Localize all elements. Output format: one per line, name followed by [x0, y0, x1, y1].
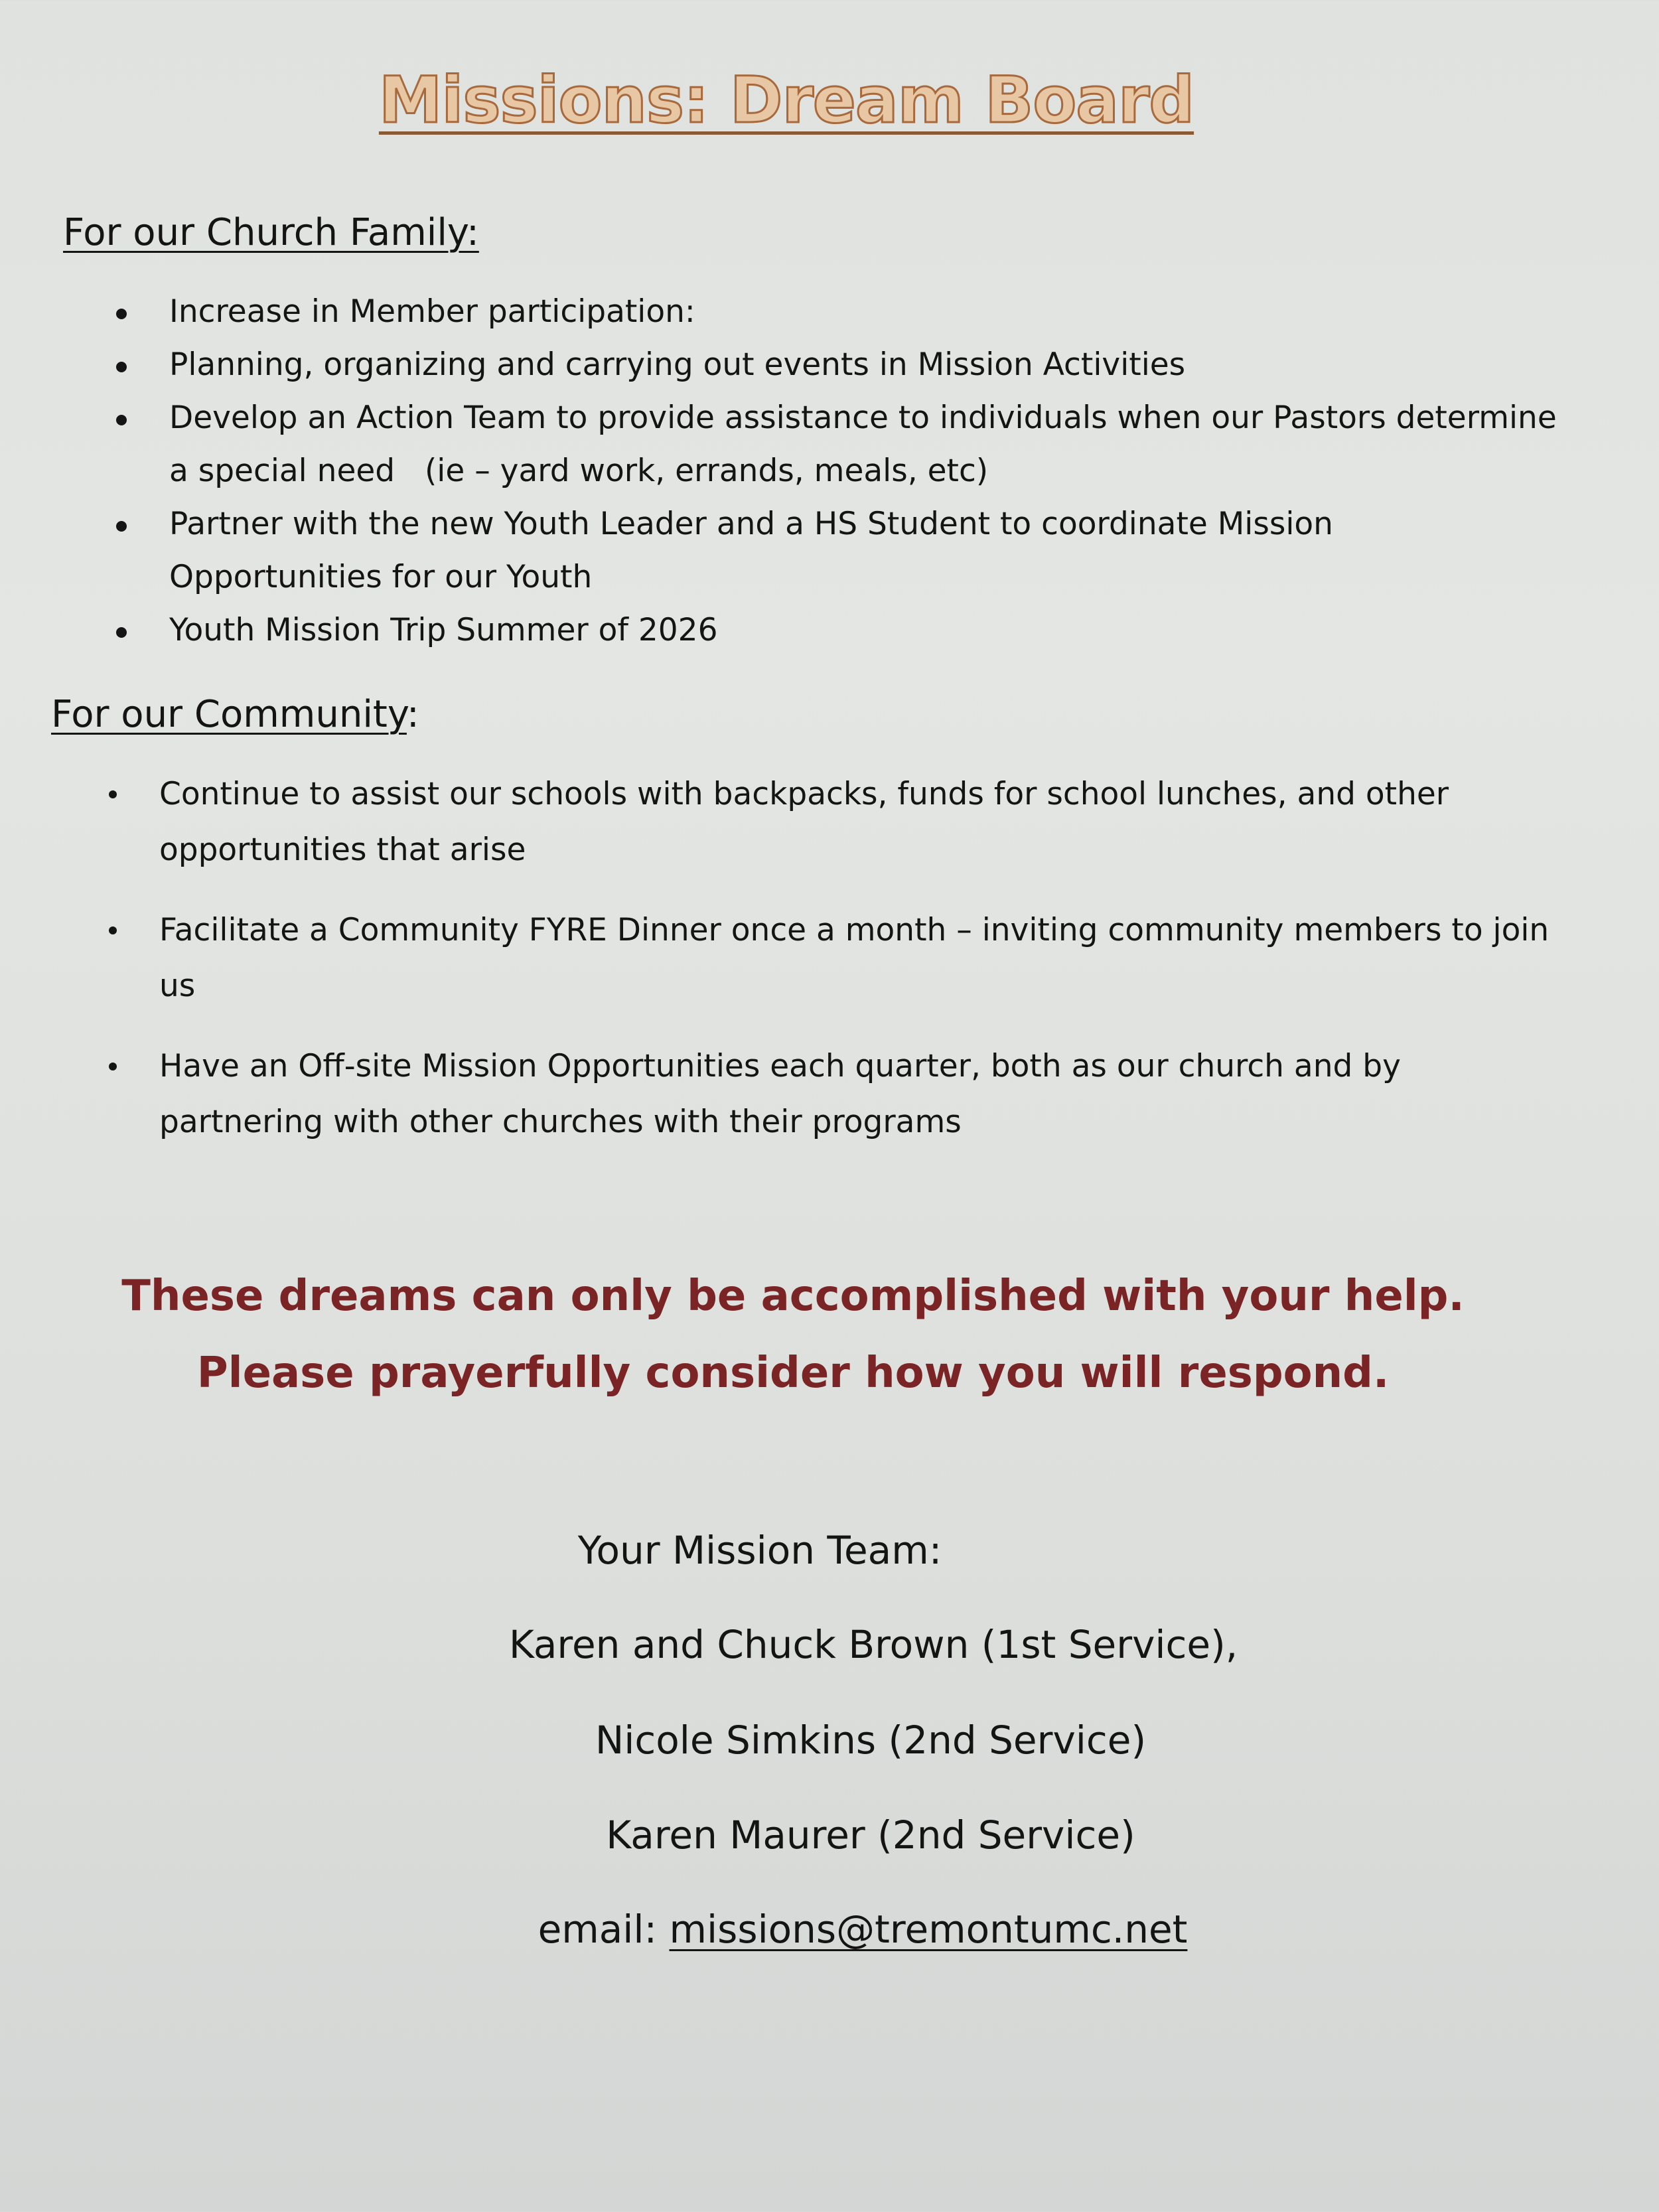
list-item-text: Develop an Action Team to provide assistance to individuals when our Pastors determine a special need (ie – yard work, errands, meals, etc)	[169, 400, 1567, 489]
list-item-text: Partner with the new Youth Leader and a HS Student to coordinate Mission Opportunities for our Youth	[169, 506, 1333, 595]
team-member: Karen and Chuck Brown (1st Service),	[508, 1622, 1238, 1667]
community-heading-text: For our Community	[51, 693, 407, 736]
list-item-text: Planning, organizing and carrying out events in Mission Activities	[169, 346, 1186, 383]
title-text: Missions: Dream Board	[378, 63, 1194, 137]
list-item	[169, 338, 1596, 392]
bullet-icon	[109, 926, 117, 934]
bullet-icon	[109, 1063, 117, 1070]
bullet-icon	[109, 790, 117, 798]
bullet-icon	[116, 521, 127, 532]
list-item-text: Continue to assist our schools with backpacks, funds for school lunches, and other opportunities that arise	[159, 776, 1449, 868]
list-item-text: Facilitate a Community FYRE Dinner once a month – inviting community members to join us	[159, 912, 1550, 1004]
list-item-text: Youth Mission Trip Summer of 2026	[169, 612, 718, 648]
list-item-text: Have an Off-site Mission Opportunities each quarter, both as our church and by partnering with other churches with their programs	[159, 1048, 1401, 1140]
call-to-action: These dreams can only be accomplished with your help. Please prayerfully consider how you will respond.	[121, 1272, 1465, 1398]
contact-email	[33, 1907, 1659, 1952]
church-family-list	[169, 285, 1596, 657]
email-link[interactable]: missions@tremontumc.net	[669, 1907, 1188, 1952]
list-item	[159, 767, 1473, 878]
bullet-icon	[116, 362, 127, 372]
list-item	[169, 604, 1596, 657]
page-title	[0, 63, 1573, 137]
community-heading-colon: :	[406, 693, 419, 736]
list-item	[169, 392, 1569, 498]
list-item-text: Increase in Member participation:	[169, 293, 695, 330]
team-member: Nicole Simkins (2nd Service)	[595, 1718, 1147, 1763]
list-item	[159, 903, 1573, 1014]
community-list	[159, 767, 1586, 1175]
list-item	[169, 285, 1596, 338]
bullet-icon	[116, 627, 127, 638]
church-family-heading-text: For our Church Family:	[63, 211, 479, 254]
church-family-heading	[63, 211, 479, 254]
bullet-icon	[116, 415, 127, 425]
bullet-icon	[116, 309, 127, 319]
list-item	[169, 498, 1350, 604]
email-label: email:	[538, 1907, 658, 1952]
list-item	[159, 1039, 1473, 1150]
mission-team-heading: Your Mission Team:	[577, 1528, 942, 1573]
team-member: Karen Maurer (2nd Service)	[606, 1812, 1135, 1858]
community-heading	[51, 693, 419, 736]
